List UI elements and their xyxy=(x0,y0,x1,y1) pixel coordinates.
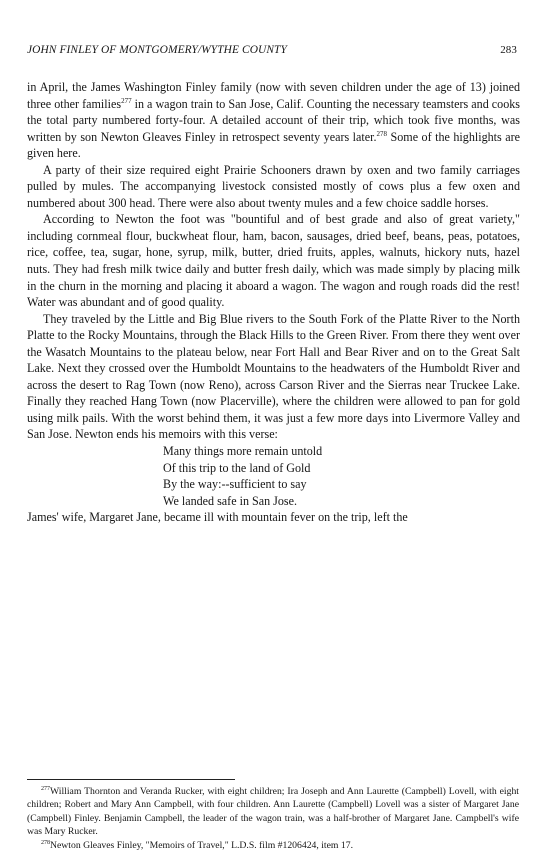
paragraph-2: A party of their size required eight Prairie Schooners drawn by oxen and two family carriages pulled by mules. The accompanying livestock consisted mostly of cows plus a few oxen and numbered about 300 head. There were also about twenty mules and a few choice saddle horses. xyxy=(27,162,520,210)
verse-line-4: We landed safe in San Jose. xyxy=(163,493,298,508)
footnote-text-277: William Thornton and Veranda Rucker, with eight children; Ira Joseph and Ann Laurette (Campbell) Lovell, with eight children; Robert and Mary Ann Campbell, with four children. Ann Laurette (Campbell) Lovell was a sister of Margaret Jane (Campbell) Finley. Benjamin Campbell, the leader of the wagon train, was a half-brother of Margaret Jane. Campbell's wife was Mary Rucker. xyxy=(27,786,519,838)
footnote-number-277: 277 xyxy=(41,786,50,792)
running-head-title: JOHN FINLEY OF MONTGOMERY/WYTHE COUNTY xyxy=(27,44,287,56)
paragraph-1 xyxy=(27,79,520,162)
page-number: 283 xyxy=(500,44,517,56)
footnote-text-278: Newton Gleaves Finley, "Memoirs of Travel," L.D.S. film #1206424, item 17. xyxy=(50,839,353,851)
paragraph-5: James' wife, Margaret Jane, became ill with mountain fever on the trip, left the xyxy=(27,510,408,525)
paragraph-1-part-c: Some of the highlights are given here. xyxy=(27,129,520,161)
footnote-277 xyxy=(27,785,519,839)
footnote-278 xyxy=(27,839,519,852)
paragraph-1-part-a: in April, the James Washington Finley family (now with seven children under the age of 13) joined three other families xyxy=(27,80,520,111)
footnote-divider xyxy=(27,779,235,780)
running-head xyxy=(27,44,517,62)
footnote-ref-278: 278 xyxy=(376,129,388,138)
paragraph-3: According to Newton the foot was "bountiful and of best grade and also of great variety," including cornmeal flour, buckwheat flour, ham, bacon, sausages, dried beef, beans, peas, potatoes, rice, coffee, tea, sugar, hone, syrup, milk, butter, dried fruits, apples, walnuts, hickory nuts, hazel nuts. They had fresh milk twice daily and butter fresh daily, which was made simply by placing milk in the churn in the morning and placing it aboard a wagon. The wagon and rough roads did the rest! Water was abundant and of good quality. xyxy=(27,212,520,310)
verse-line-2: Of this trip to the land of Gold xyxy=(163,460,311,475)
footnotes xyxy=(27,785,519,852)
verse-line-1: Many things more remain untold xyxy=(163,444,323,459)
footnote-number-278: 278 xyxy=(41,839,50,846)
verse-line-3: By the way:--sufficient to say xyxy=(163,477,307,492)
paragraph-4: They traveled by the Little and Big Blue rivers to the South Fork of the Platte River to the North Platte to the Rocky Mountains, through the Black Hills to the Green River. From there they went over the Wasatch Mountains to the plateau below, near Fort Hall and Bear River and on to the Great Salt Lake. Next they crossed over the Humboldt Mountains to the headwaters of the Humboldt River and across the desert to Rag Town (now Reno), across Carson River and the Sierras near Truckee Lake. Finally they reached Hang Town (now Placerville), where the children were allowed to pan for gold using milk pails. With the worst behind them, it was just a few more days into Livermore Valley and San Jose. Newton ends his memoirs with this verse: xyxy=(27,311,520,442)
footnote-ref-277: 277 xyxy=(121,96,132,105)
verse xyxy=(163,443,520,509)
body-text xyxy=(27,79,520,526)
paragraph-1-part-b: in a wagon train to San Jose, Calif. Counting the necessary teamsters and cooks the total party numbered forty-four. A detailed account of their trip, which took five months, was written by son Newton Gleaves Finley in retrospect seventy years later. xyxy=(27,96,520,144)
